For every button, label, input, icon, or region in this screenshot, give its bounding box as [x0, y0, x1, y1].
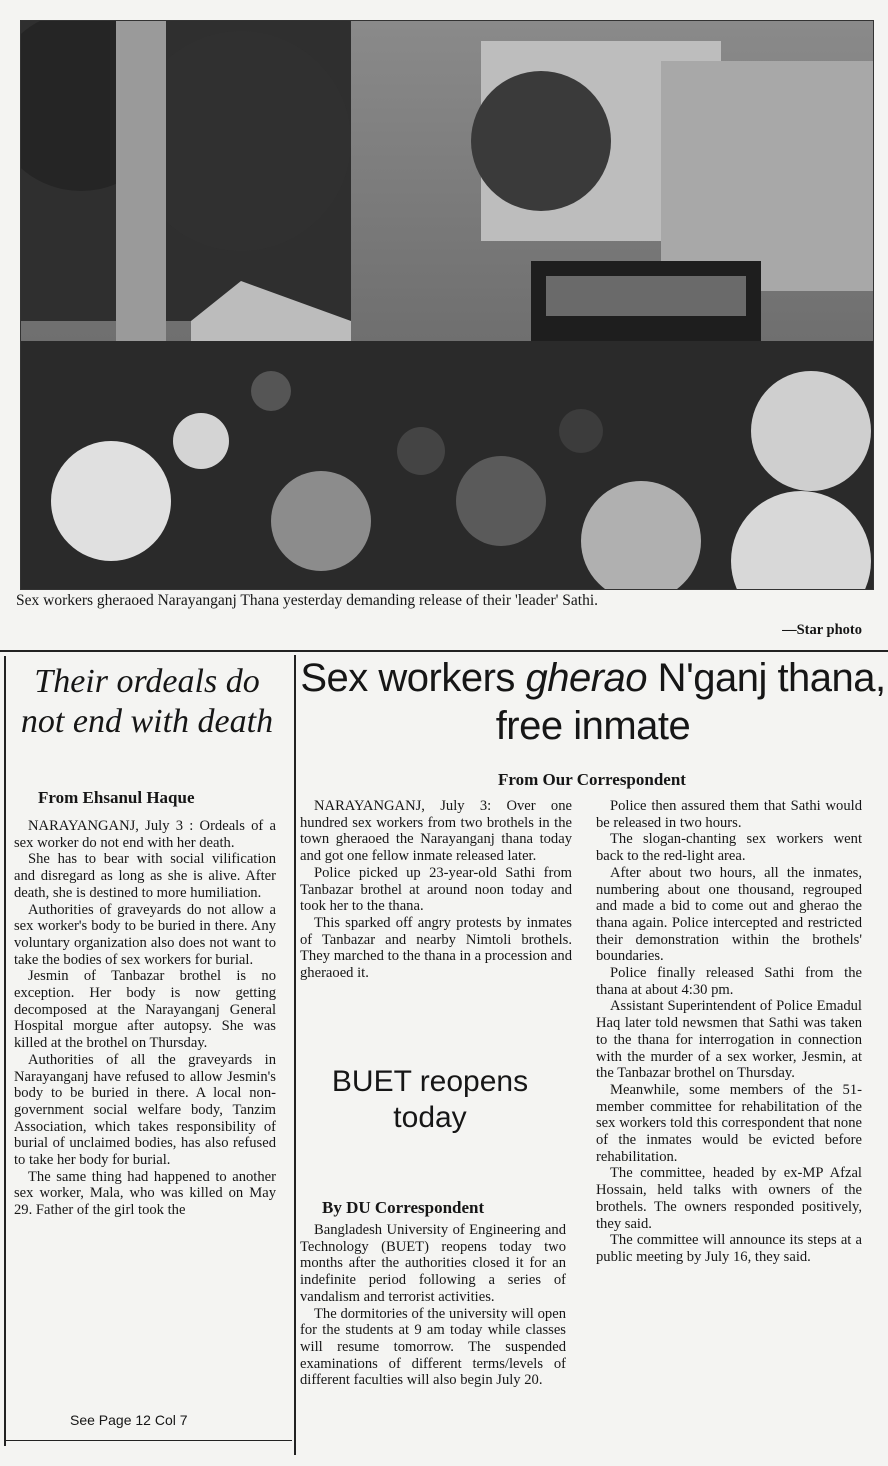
news-photo-crowd — [20, 20, 874, 590]
main-story-column-2 — [596, 798, 862, 1266]
buet-story-body — [300, 1222, 566, 1458]
photo-credit: —Star photo — [782, 622, 862, 638]
photo-caption: Sex workers gheraoed Narayanganj Thana yesterday demanding release of their 'leader' Sathi. — [16, 592, 599, 609]
headline-part: N'ganj thana, free inmate — [495, 656, 886, 748]
buet-headline: BUET reopens today — [331, 1065, 529, 1134]
paragraph: The committee, headed by ex-MP Afzal Hossain, held talks with owners of the brothels. The owners responded positively, they said. — [596, 1165, 862, 1232]
main-headline — [300, 654, 886, 750]
paragraph: The committee will announce its steps at a public meeting by July 16, they said. — [596, 1232, 862, 1265]
paragraph: Jesmin of Tanbazar brothel is no exception. Her body is now getting decomposed at the Narayanganj General Hospital morgue after autopsy. She was killed at the brothel on Thursday. — [14, 968, 276, 1052]
paragraph: The same thing had happened to another sex worker, Mala, who was killed on May 29. Father of the girl took the — [14, 1168, 276, 1219]
sidebar-byline: From Ehsanul Haque — [38, 788, 195, 807]
headline-part: Sex workers — [300, 656, 526, 700]
paragraph: Meanwhile, some members of the 51-member committee for rehabilitation of the sex workers told this correspondent that none of the inmates would be evicted before rehabilitation. — [596, 1081, 862, 1165]
sidebar-body — [14, 818, 276, 1219]
paragraph: Authorities of graveyards do not allow a sex worker's body to be buried in there. Any voluntary organization also does not want to take the bodies of sex workers for burial. — [14, 901, 276, 968]
buet-byline: By DU Correspondent — [322, 1198, 485, 1217]
paragraph: Police finally released Sathi from the thana at about 4:30 pm. — [596, 965, 862, 998]
sidebar-bottom-rule — [4, 1440, 292, 1441]
paragraph: Police then assured them that Sathi would be released in two hours. — [596, 798, 862, 831]
paragraph: This sparked off angry protests by inmates of Tanbazar and nearby Nimtoli brothels. They marched to the thana in a procession and gheraoed it. — [300, 914, 572, 982]
paragraph: The slogan-chanting sex workers went back to the red-light area. — [596, 831, 862, 865]
crowd-photo-image — [21, 21, 873, 589]
main-story-column-1 — [300, 798, 572, 982]
paragraph: She has to bear with social vilification and disregard as long as she is alive. After death, she is destined to more humiliation. — [14, 851, 276, 901]
sidebar-headline: Their ordeals do not end with death — [20, 663, 274, 740]
continued-jump-line: See Page 12 Col 7 — [70, 1412, 188, 1428]
paragraph: NARAYANGANJ, July 3 : Ordeals of a sex worker do not end with her death. — [14, 818, 276, 851]
paragraph: After about two hours, all the inmates, numbering about one thousand, regrouped and made a bid to come out and gherao the thana again. Police intercepted and restricted their demonstration within the brothels' boundaries. — [596, 864, 862, 965]
column-divider — [294, 655, 296, 1455]
paragraph: Authorities of all the graveyards in Narayanganj have refused to allow Jesmin's body to be buried in there. A local non-government social welfare body, Tanzim Association, which takes responsibility of burial of unclaimed bodies, has also refused to take her body for burial. — [14, 1051, 276, 1169]
main-byline: From Our Correspondent — [498, 770, 686, 789]
paragraph: Assistant Superintendent of Police Emadul Haq later told newsmen that Sathi was taken to the thana for interrogation in connection with the murder of a sex worker, Jesmin, at the Tanbazar brothel on Thursday. — [596, 998, 862, 1082]
paragraph: NARAYANGANJ, July 3: Over one hundred sex workers from two brothels in the town gheraoed the Narayanganj thana today and got one fellow inmate released later. — [300, 798, 572, 865]
paragraph: Bangladesh University of Engineering and Technology (BUET) reopens today two months after the authorities closed it for an indefinite period following a series of vandalism and terrorist activities. — [300, 1222, 566, 1305]
headline-italic-part: gherao — [525, 656, 648, 700]
paragraph: The dormitories of the university will open for the students at 9 am today while classes will resume tomorrow. The suspended examinations of different terms/levels of different faculties will also begin July 20. — [300, 1305, 566, 1389]
paragraph: Police picked up 23-year-old Sathi from Tanbazar brothel at around noon today and took her to the thana. — [300, 864, 572, 915]
section-divider — [0, 650, 888, 652]
